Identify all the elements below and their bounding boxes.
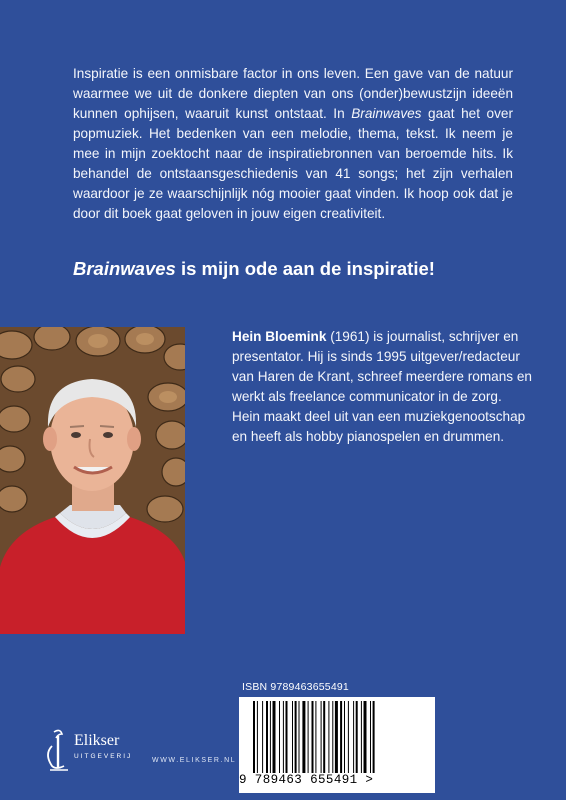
barcode bbox=[239, 697, 435, 793]
blurb-text bbox=[73, 64, 513, 224]
author-bio-text: (1961) is journalist, schrijver en presentator. Hij is sinds 1995 uitgever/redacteur van Haren de Krant, schreef meerdere romans en werkt als freelance communicator in de zorg. Hein maakt deel uit van een muziekgenootschap en heeft als hobby pianospelen en drummen. bbox=[232, 329, 532, 444]
elikser-logo-icon bbox=[40, 726, 72, 776]
blurb-part-2: gaat het over popmuziek. Het bedenken van een melodie, thema, tekst. Ik neem je mee in mijn zoektocht naar de inspiratiebronnen van beroemde hits. Ik behandel de ontstaansgeschiedenis van 41 songs; het zijn verhalen waardoor je ze waarschijnlijk nóg mooier gaat vinden. Ik hoop ook dat je door dit boek gaat geloven in jouw eigen creativiteit. bbox=[73, 106, 513, 221]
author-photo-drawing bbox=[0, 327, 185, 634]
blurb-book-title: Brainwaves bbox=[351, 106, 422, 121]
author-name: Hein Bloemink bbox=[232, 329, 327, 344]
isbn-label: ISBN 9789463655491 bbox=[242, 681, 349, 693]
tagline-rest: is mijn ode aan de inspiratie! bbox=[175, 258, 435, 279]
tagline-book-title: Brainwaves bbox=[73, 258, 176, 279]
publisher-subtitle: UITGEVERIJ bbox=[74, 753, 133, 760]
tagline bbox=[73, 258, 513, 280]
author-photo bbox=[0, 327, 185, 634]
barcode-digits: 9 789463 655491 > bbox=[239, 773, 374, 787]
publisher-logo bbox=[40, 726, 150, 776]
author-bio bbox=[232, 327, 532, 447]
publisher-name: Elikser bbox=[74, 732, 120, 749]
publisher-website: WWW.ELIKSER.NL bbox=[152, 757, 237, 764]
blurb-part-1: Inspiratie is een onmisbare factor in ons leven. Een gave van de natuur waarmee we uit de donkere diepten van ons (onder)bewustzijn ideeën kunnen ophijsen, waaruit kunst ontstaat. In bbox=[73, 66, 513, 121]
barcode-bars bbox=[239, 697, 435, 777]
